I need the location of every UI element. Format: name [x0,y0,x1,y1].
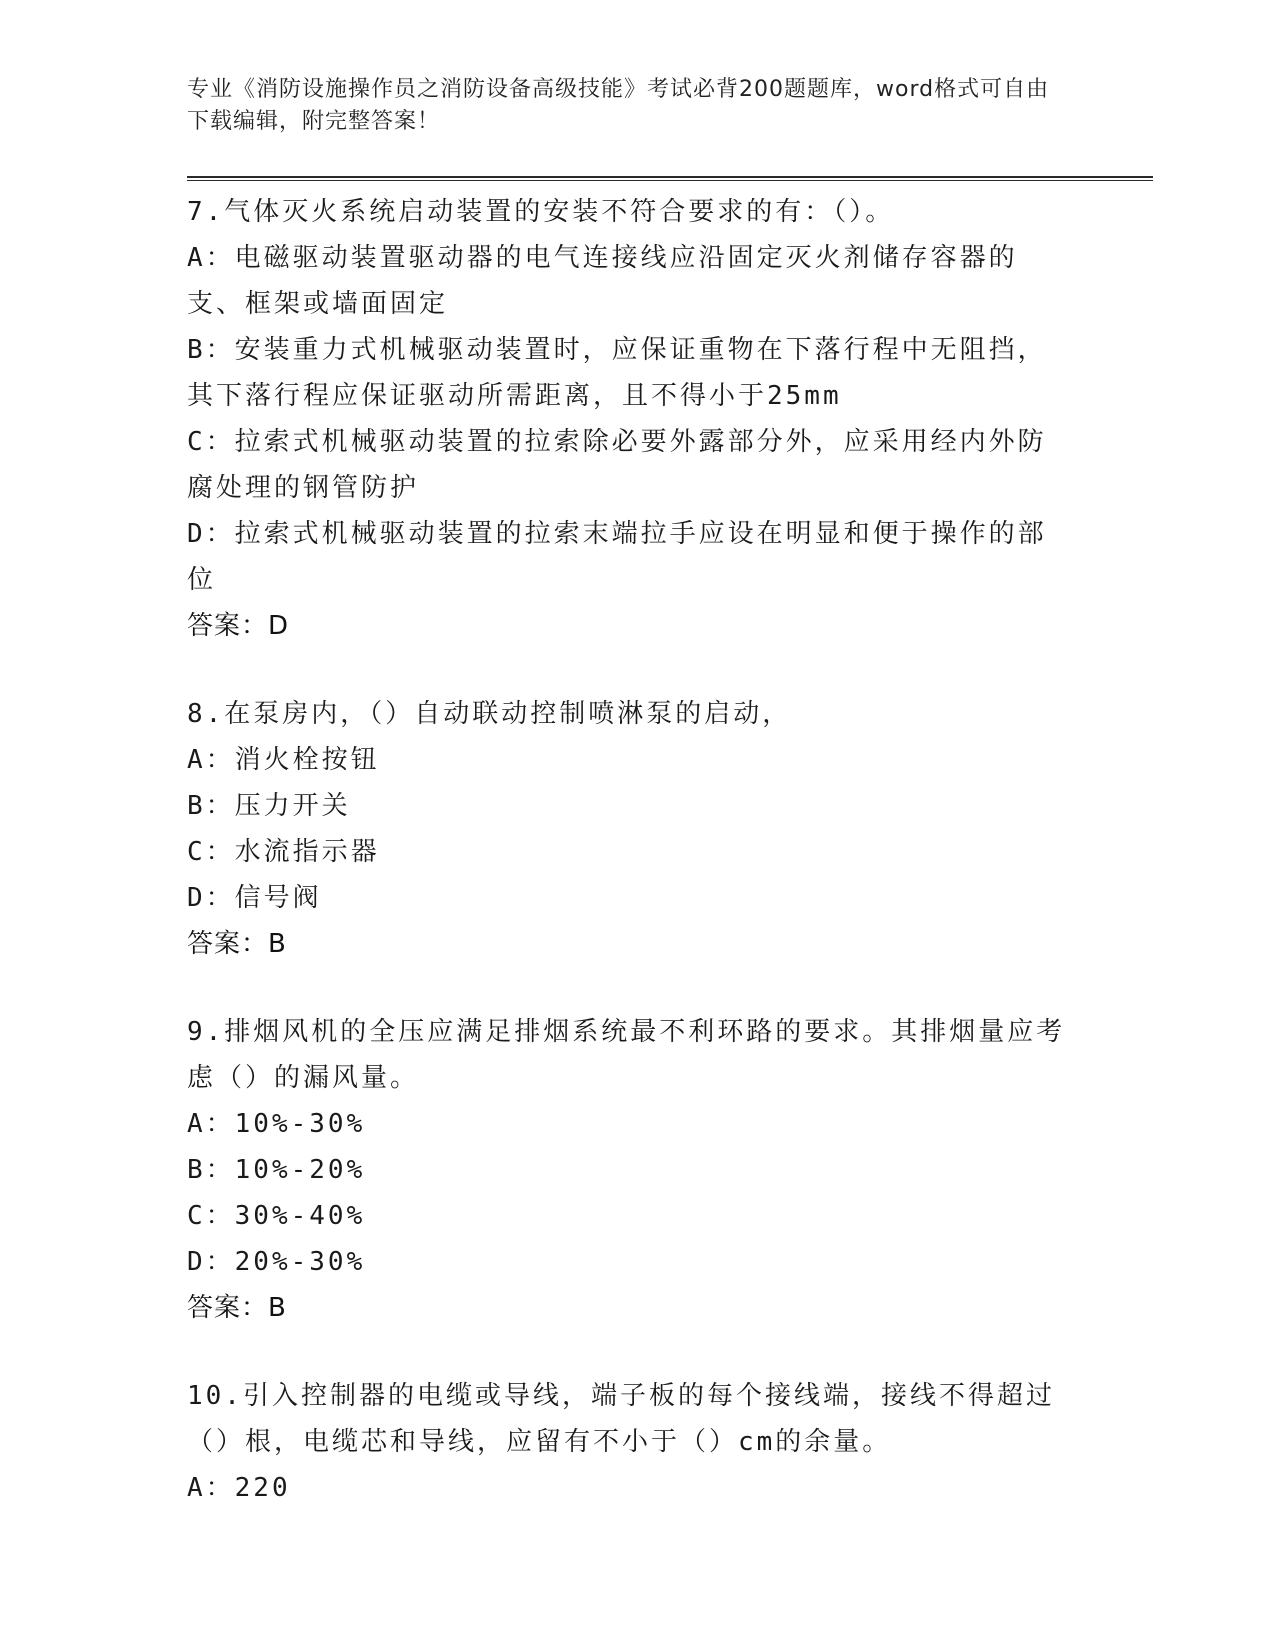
option-d: D：20%-30% [187,1247,366,1277]
answer-text: 答案：B [187,929,287,959]
header-divider [187,176,1153,181]
question-8 [187,691,1067,967]
option-a: A：消火栓按钮 [187,745,380,775]
option-d: D：拉索式机械驱动装置的拉索末端拉手应设在明显和便于操作的部位 [187,519,1047,595]
option-d: D：信号阀 [187,883,322,913]
option-b: B：压力开关 [187,791,351,821]
question-10 [187,1373,1067,1511]
answer-text: 答案：B [187,1293,287,1323]
question-stem: 8.在泵房内，（）自动联动控制喷淋泵的启动， [187,699,792,729]
question-list [187,189,1067,1553]
option-a: A：10%-30% [187,1109,366,1139]
option-b: B：10%-20% [187,1155,366,1185]
option-c: C：30%-40% [187,1201,366,1231]
question-9 [187,1009,1067,1331]
option-c: C：拉索式机械驱动装置的拉索除必要外露部分外，应采用经内外防腐处理的钢管防护 [187,427,1047,503]
option-c: C：水流指示器 [187,837,380,867]
option-a: A：220 [187,1473,291,1503]
document-header [187,74,1067,138]
option-a: A：电磁驱动装置驱动器的电气连接线应沿固定灭火剂储存容器的支、框架或墙面固定 [187,243,1018,319]
question-stem: 7.气体灭火系统启动装置的安装不符合要求的有：（）。 [187,197,895,227]
option-b: B：安装重力式机械驱动装置时，应保证重物在下落行程中无阻挡，其下落行程应保证驱动所需距离，且不得小于25mm [187,335,1047,411]
question-stem: 9.排烟风机的全压应满足排烟系统最不利环路的要求。其排烟量应考虑（）的漏风量。 [187,1017,1066,1093]
question-stem: 10.引入控制器的电缆或导线，端子板的每个接线端，接线不得超过（）根，电缆芯和导线，应留有不小于（）cm的余量。 [187,1381,1055,1457]
header-text: 专业《消防设施操作员之消防设备高级技能》考试必背200题题库，word格式可自由下载编辑，附完整答案！ [187,77,1050,134]
question-7 [187,189,1067,649]
answer-text: 答案：D [187,611,290,641]
